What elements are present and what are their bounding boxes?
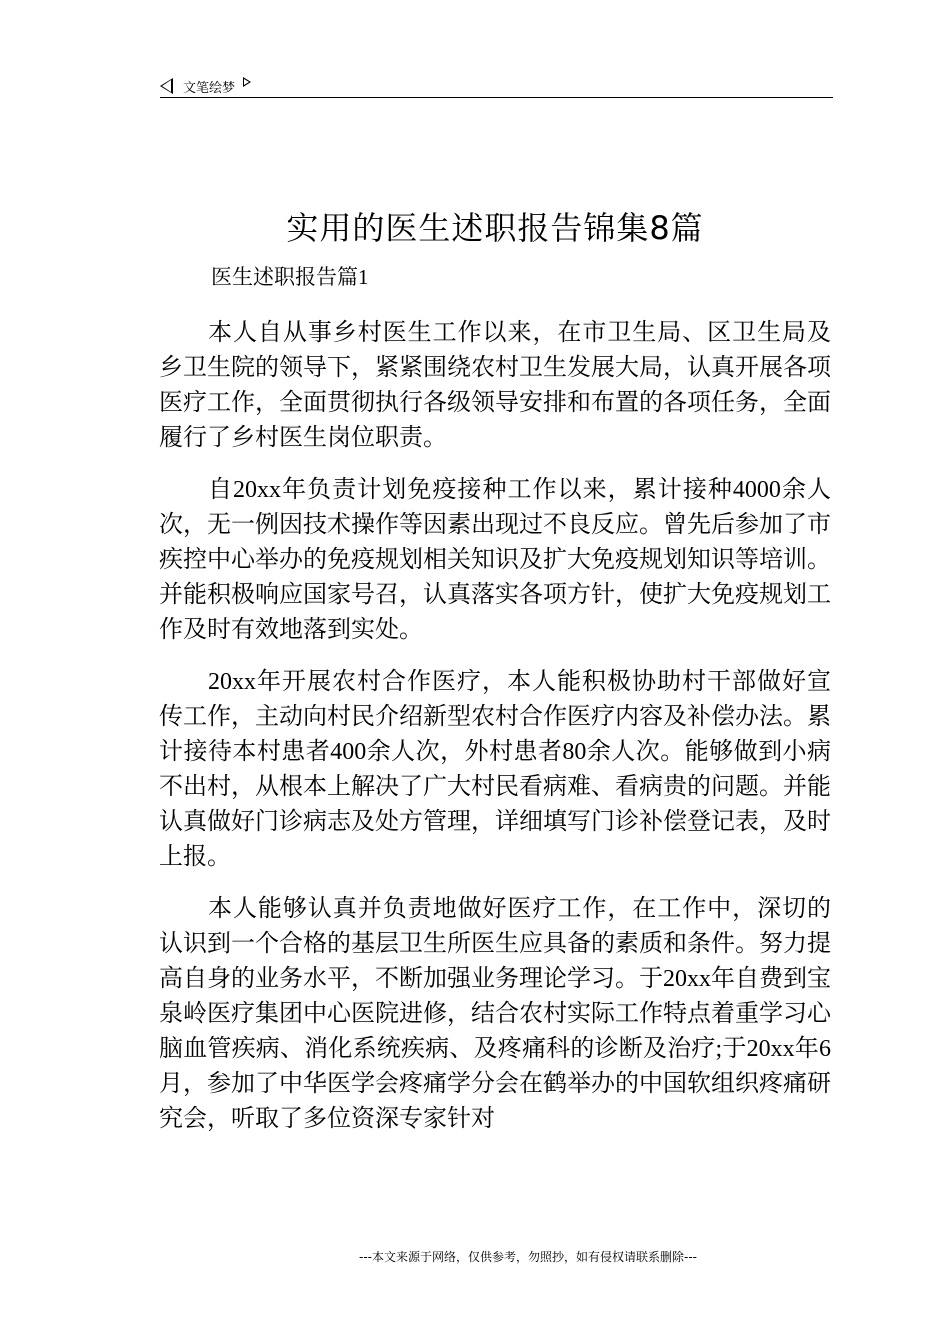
page-header [160,74,251,98]
document-title: 实用的医生述职报告锦集8篇 [286,209,704,247]
paragraph: 自20xx年负责计划免疫接种工作以来，累计接种4000余人次，无一例因技术操作等因素出现过不良反应。曾先后参加了市疾控中心举办的免疫规划相关知识及扩大免疫规划知识等培训。并能积极响应国家号召，认真落实各项方针，使扩大免疫规划工作及时有效地落到实处。 [159,477,831,643]
triangle-right-icon [243,77,251,87]
header-brand: 文笔绘梦 [183,80,236,96]
paragraph: 20xx年开展农村合作医疗，本人能积极协助村干部做好宣传工作，主动向村民介绍新型农村合作医疗内容及补偿办法。累计接待本村患者400余人次，外村患者80余人次。能够做到小病不出村，从根本上解决了广大村民看病难、看病贵的问题。并能认真做好门诊病志及处方管理，详细填写门诊补偿登记表，及时上报。 [159,669,831,870]
page-footer [0,1248,858,1265]
header-divider [160,97,833,98]
document-body [159,316,831,1154]
triangle-left-icon [160,78,173,94]
section-heading: 医生述职报告篇1 [211,265,369,289]
paragraph: 本人自从事乡村医生工作以来，在市卫生局、区卫生局及乡卫生院的领导下，紧紧围绕农村卫生发展大局，认真开展各项医疗工作，全面贯彻执行各级领导安排和布置的各项任务，全面履行了乡村医生岗位职责。 [159,320,831,451]
paragraph: 本人能够认真并负责地做好医疗工作，在工作中，深切的认识到一个合格的基层卫生所医生应具备的素质和条件。努力提高自身的业务水平，不断加强业务理论学习。于20xx年自费到宝泉岭医疗集团中心医院进修，结合农村实际工作特点着重学习心脑血管疾病、消化系统疾病、及疼痛科的诊断及治疗;于20xx年6月，参加了中华医学会疼痛学分会在鹤举办的中国软组织疼痛研究会，听取了多位资深专家针对 [159,896,831,1132]
footer-notice: ---本文来源于网络，仅供参考，勿照抄，如有侵权请联系删除--- [359,1250,697,1264]
